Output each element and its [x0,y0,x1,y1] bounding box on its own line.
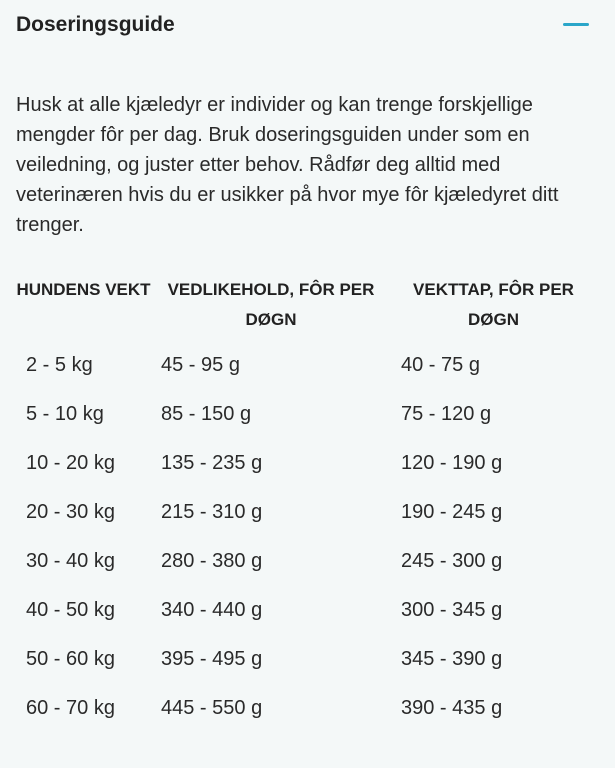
cell-maintenance: 340 - 440 g [161,599,263,621]
cell-weight-loss: 40 - 75 g [401,354,480,376]
cell-weight-loss: 300 - 345 g [401,599,503,621]
cell-weight: 5 - 10 kg [26,403,104,425]
cell-maintenance: 445 - 550 g [161,697,263,719]
cell-maintenance: 45 - 95 g [161,354,240,376]
table-row [16,537,596,586]
column-header-weight-loss: VEKTTAP, FÔR PER DØGN [413,280,574,329]
collapse-toggle[interactable] [559,10,595,40]
table-header-row [16,275,596,341]
cell-maintenance: 395 - 495 g [161,648,263,670]
cell-maintenance: 135 - 235 g [161,452,263,474]
table-row [16,635,596,684]
table-row [16,439,596,488]
cell-weight: 40 - 50 kg [26,599,115,621]
cell-weight: 2 - 5 kg [26,354,93,376]
cell-maintenance: 215 - 310 g [161,501,263,523]
accordion-header[interactable] [0,0,615,52]
column-header-weight: HUNDENS VEKT [16,280,151,299]
cell-weight-loss: 245 - 300 g [401,550,503,572]
cell-weight-loss: 390 - 435 g [401,697,503,719]
cell-weight: 50 - 60 kg [26,648,115,670]
column-header-maintenance: VEDLIKEHOLD, FÔR PER DØGN [167,280,375,329]
intro-text: Husk at alle kjæledyr er individer og kan trenge forskjellige mengder fôr per dag. Bruk doseringsguiden under som en veiledning, og juster etter behov. Rådfør deg alltid med veterinæren hvis du er usikker på hvor mye fôr kjæledyret ditt trenger. [16,94,559,236]
table-row [16,488,596,537]
table-row [16,684,596,733]
cell-weight: 20 - 30 kg [26,501,115,523]
dosage-table [16,275,596,733]
cell-weight-loss: 120 - 190 g [401,452,503,474]
cell-weight-loss: 345 - 390 g [401,648,503,670]
section-title: Doseringsguide [16,13,175,36]
cell-weight-loss: 190 - 245 g [401,501,503,523]
table-row [16,586,596,635]
table-row [16,390,596,439]
cell-weight: 60 - 70 kg [26,697,115,719]
minus-icon[interactable] [563,23,589,26]
cell-weight: 10 - 20 kg [26,452,115,474]
cell-weight: 30 - 40 kg [26,550,115,572]
cell-maintenance: 85 - 150 g [161,403,252,425]
cell-weight-loss: 75 - 120 g [401,403,492,425]
table-row [16,341,596,390]
cell-maintenance: 280 - 380 g [161,550,263,572]
